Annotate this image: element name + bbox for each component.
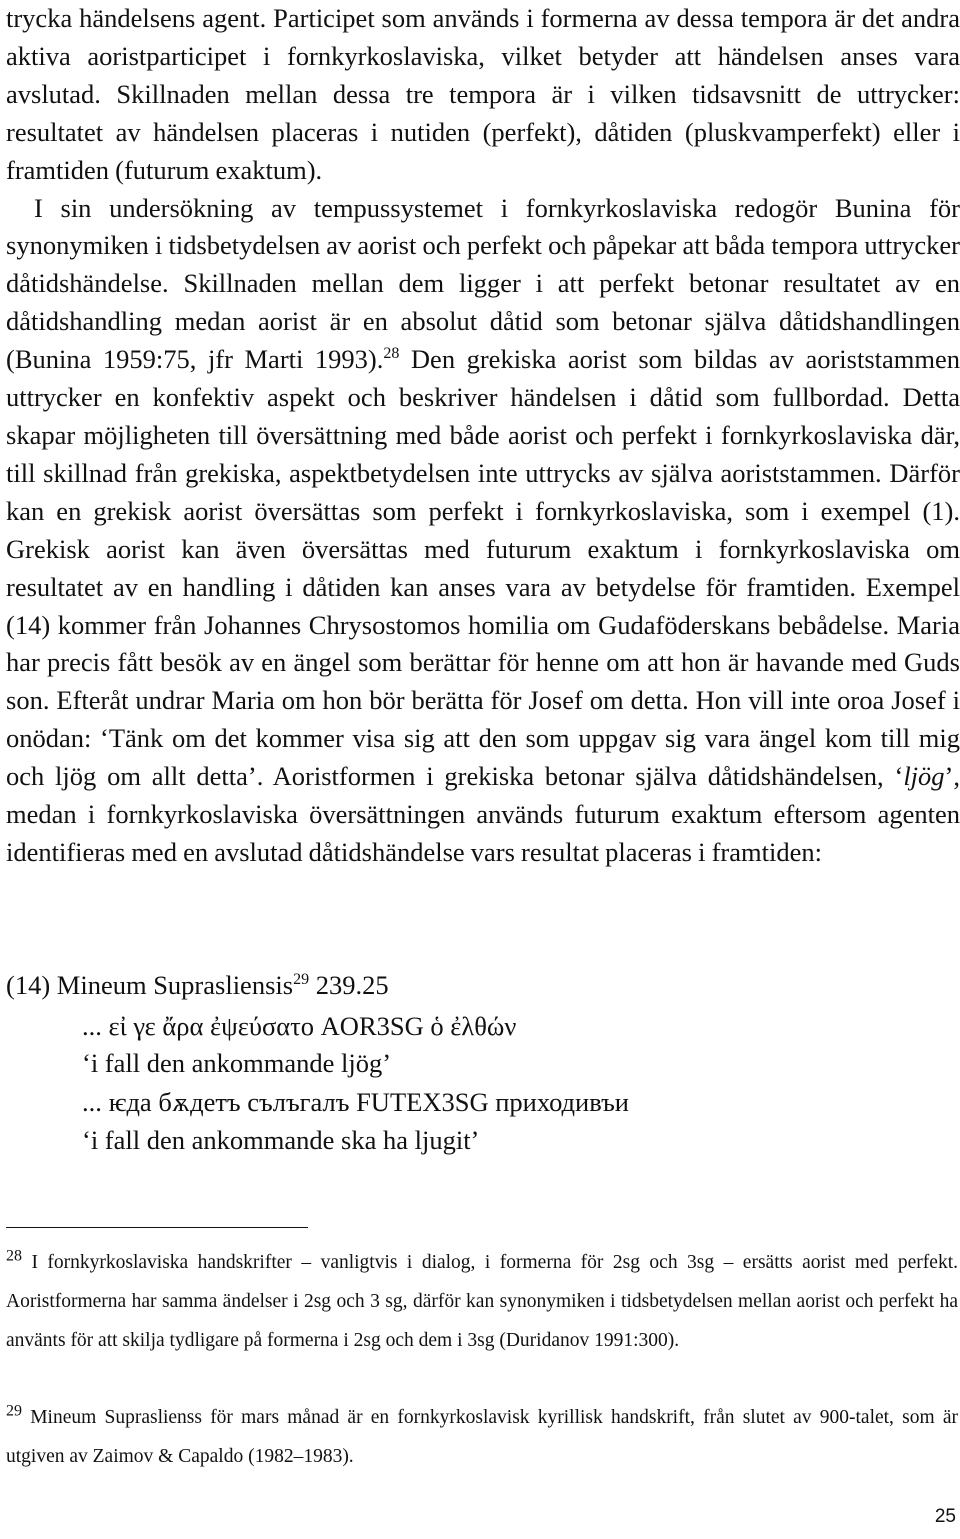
footnote-ref-28[interactable]: 28 (383, 345, 400, 363)
paragraph-2-part-c: ’, medan i fornkyrkoslaviska översättningen används futurum exaktum eftersom agenten identifieras med en avslutad dåtidshändelse vars resultat placeras i framtiden: (6, 761, 960, 867)
example-gloss-1: ‘i fall den ankommande ljög’ (82, 1048, 392, 1078)
footnote-29-text: Mineum Supraslienss för mars månad är en fornkyrkoslavisk kyrillisk handskrift, från slutet av 900-talet, som är utgiven av Zaimov & Capaldo (1982–1983). (6, 1407, 958, 1467)
footnote-28 (6, 1243, 958, 1360)
footnote-29-number: 29 (6, 1402, 22, 1420)
example-gloss-2: ‘i fall den ankommande ska ha ljugit’ (82, 1125, 480, 1155)
footnote-divider (6, 1227, 308, 1228)
example-reference: 239.25 (309, 970, 389, 1000)
footnote-ref-29[interactable]: 29 (293, 971, 310, 989)
example-slavonic-line: ... ѥда бѫдетъ сълъгалъ FUTEX3SG приходивъи (82, 1087, 629, 1117)
paragraph-1: trycka händelsens agent. Participet som används i formerna av dessa tempora är det andra aktiva aoristparticipet i fornkyrkoslaviska, vilket betyder att händelsen anses vara avslutad. Skillnaden mellan dessa tre tempora är i vilken tidsavsnitt de uttrycker: resultatet av händelsen placeras i nutiden (perfekt), dåtiden (pluskvamperfekt) eller i framtiden (futurum exaktum). (6, 3, 960, 185)
footnote-29 (6, 1398, 958, 1476)
paragraph-2 (6, 190, 960, 872)
paragraph-2-part-a: I sin undersökning av tempussystemet i fornkyrkoslaviska redogör Bunina för synonymiken i tidsbetydelsen av aorist och perfekt och påpekar att båda tempora uttrycker dåtidshändelse. Skillnaden mellan dem ligger i att perfekt betonar resultatet av en dåtidshandling medan aorist är en absolut dåtid som betonar själva dåtidshandlingen (Bunina 1959:75, jfr Marti 1993). (6, 192, 960, 375)
document-page (6, 0, 960, 1467)
example-heading (6, 966, 389, 1004)
example-label: (14) Mineum Suprasliensis (6, 970, 294, 1000)
paragraph-2-italic-word: ljög (903, 761, 945, 792)
footnote-28-text: I fornkyrkoslaviska handskrifter – vanligtvis i dialog, i formerna för 2sg och 3sg – ersätts aorist med perfekt. Aoristformerna har samma ändelser i 2sg och 3 sg, därför kan synonymiken i tidsbetydelsen mellan aorist och perfekt ha använts för att skilja tydligare på formerna i 2sg och dem i 3sg (Duridanov 1991:300). (6, 1252, 958, 1351)
footnote-28-number: 28 (6, 1247, 22, 1265)
page-number: 25 (934, 1506, 956, 1527)
paragraph-2-part-b: Den grekiska aorist som bildas av aoriststammen uttrycker en konfektiv aspekt och beskriver händelsen i dåtid som fullbordad. Detta skapar möjligheten till översättning med både aorist och perfekt i fornkyrkoslaviska där, till skillnad från grekiska, aspektbetydelsen inte uttrycks av själva aoriststammen. Därför kan en grekisk aorist översättas som perfekt i fornkyrkoslaviska, som i exempel (1). Grekisk aorist kan även översättas med futurum exaktum i fornkyrkoslaviska om resultatet av en handling i dåtiden kan anses vara av betydelse för framtiden. Exempel (14) kommer från Johannes Chrysostomos homilia om Gudaföderskans bebådelse. Maria har precis fått besök av en ängel som berättar för henne om att hon är havande med Guds son. Efteråt undrar Maria om hon bör berätta för Josef om detta. Hon vill inte oroa Josef i onödan: ‘Tänk om det kommer visa sig att den som uppgav sig vara ängel kom till mig och ljög om allt detta’. Aoristformen i grekiska betonar själva dåtidshändelsen, ‘ (6, 344, 960, 792)
example-greek-line: ... εἰ γε ἄρα ἐψεύσατο AOR3SG ὁ ἐλθών (82, 1011, 517, 1041)
